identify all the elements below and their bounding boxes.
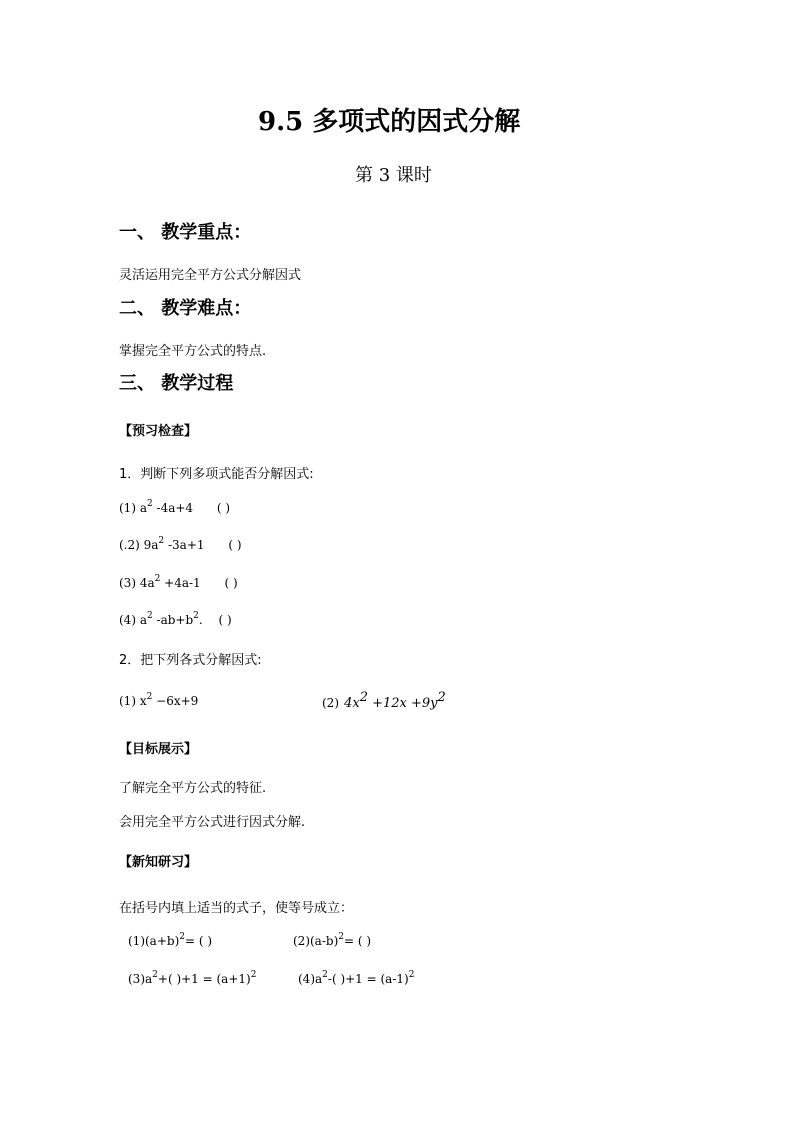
exercise-4: $(4)a^2-$( )$+1 = (a-1)^2$ <box>298 970 415 986</box>
page-title: 9.5 多项式的因式分解 <box>258 107 521 137</box>
exercise-3: $(3)a^2+$( )$+1 = (a+1)^2$ <box>128 970 257 986</box>
section-heading-key-points: 一、 教学重点： <box>119 222 252 243</box>
new-knowledge-intro: 在括号内填上适当的式子，使等号成立： <box>119 901 354 916</box>
preview-item-4: (4) $a^2$ $-ab+b^2$. ( ) <box>119 611 232 627</box>
difficulties-text: 掌握完全平方公式的特点. <box>119 344 267 359</box>
exercise-2: $(2)(a-b)^2=$ ( ) <box>293 932 372 948</box>
preview-item-1: (1) $a^2$ -4a+4 ( ) <box>119 499 231 515</box>
page-subtitle: 第 3 课时 <box>355 165 432 186</box>
key-points-text: 灵活运用完全平方公式分解因式 <box>119 268 302 283</box>
preview-check-label: 【预习检查】 <box>119 424 198 439</box>
question-1: 1．判断下列多项式能否分解因式: <box>119 467 314 482</box>
question-2-part-2: (2) $4x^2 +12x +9y^2$ <box>322 690 446 711</box>
preview-item-2: (.2) $9a^2$ -3a+1 ( ) <box>119 536 242 552</box>
question-2-part-1: (1) $x^2 -6x+9$ <box>119 692 199 708</box>
goal-line-1: 了解完全平方公式的特征. <box>119 781 267 796</box>
new-knowledge-label: 【新知研习】 <box>119 855 198 870</box>
goal-line-2: 会用完全平方公式进行因式分解. <box>119 815 306 830</box>
section-heading-process: 三、 教学过程 <box>119 373 234 394</box>
preview-item-3: (3) $4a^2 +4a-1$ ( ) <box>119 574 238 590</box>
section-heading-difficulties: 二、 教学难点： <box>119 298 252 319</box>
question-2: 2．把下列各式分解因式: <box>119 653 262 668</box>
exercise-1: $(1)(a+b)^2=$ ( ) <box>128 932 213 948</box>
goals-label: 【目标展示】 <box>119 742 198 757</box>
